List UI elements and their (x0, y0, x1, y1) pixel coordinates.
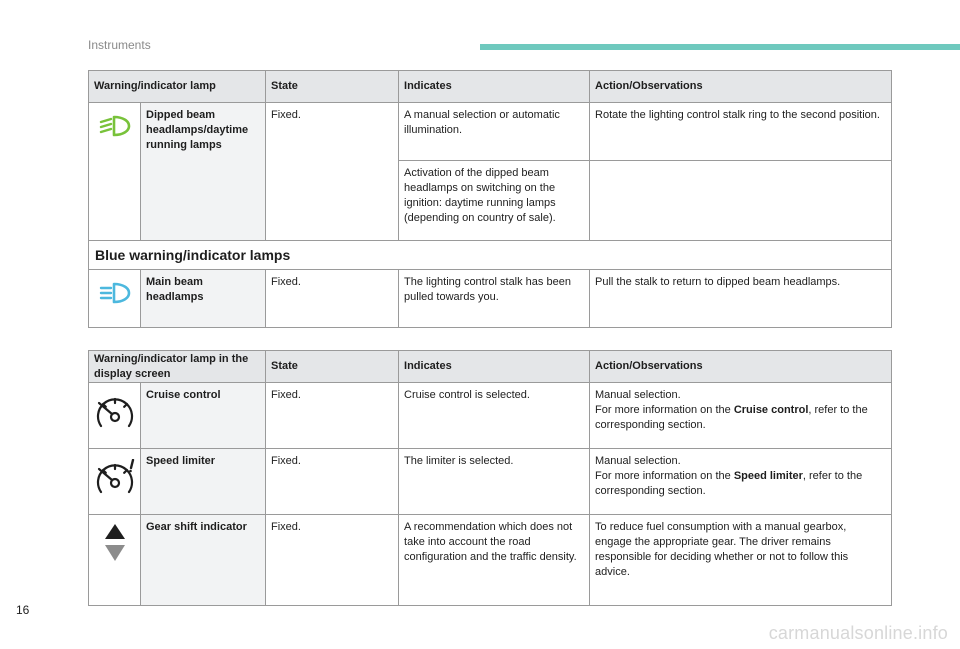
lamp-name: Main beam headlamps (141, 270, 266, 328)
table-row (89, 515, 892, 606)
page-number: 16 (16, 603, 30, 617)
main-beam-icon (98, 280, 132, 311)
state-cell: Fixed. (266, 449, 399, 515)
speedometer-icon (93, 393, 137, 438)
lamp-name: Cruise control (141, 383, 266, 449)
icon-cell (89, 103, 141, 241)
section-title: Instruments (88, 38, 151, 52)
table-row (89, 270, 892, 328)
blue-lamps-heading: Blue warning/indicator lamps (89, 241, 892, 270)
icon-cell (89, 449, 141, 515)
table-header-row (89, 71, 892, 103)
header-state: State (266, 351, 399, 383)
action-bold: Speed limiter (733, 470, 803, 482)
state-cell: Fixed. (266, 103, 399, 241)
table-header-row (89, 351, 892, 383)
action-cell (590, 161, 892, 241)
table-row (89, 383, 892, 449)
lights-table (88, 70, 892, 328)
state-cell: Fixed. (266, 270, 399, 328)
table-row (89, 103, 892, 161)
action-text: For more information on the (595, 404, 734, 416)
indicates-cell: Activation of the dipped beam headlamps on switching on the ignition: daytime running lamps (depending on country of sale). (399, 161, 590, 241)
header-action: Action/Observations (590, 71, 892, 103)
action-cell: To reduce fuel consumption with a manual gearbox, engage the appropriate gear. The driver remains responsible for deciding whether or not to follow this advice. (590, 515, 892, 606)
action-line: Manual selection. (595, 389, 681, 401)
lamp-name: Gear shift indicator (141, 515, 266, 606)
icon-cell (89, 383, 141, 449)
header-action: Action/Observations (590, 351, 892, 383)
action-bold: Cruise control (733, 404, 809, 416)
indicates-cell: The lighting control stalk has been pulled towards you. (399, 270, 590, 328)
lamp-name: Speed limiter (141, 449, 266, 515)
action-text: , refer to the corresponding section. (595, 404, 868, 431)
display-screen-table (88, 350, 892, 606)
header-indicates: Indicates (399, 351, 590, 383)
state-cell: Fixed. (266, 515, 399, 606)
lamp-name: Dipped beam headlamps/daytime running lamps (141, 103, 266, 241)
section-heading-row (89, 241, 892, 270)
dipped-beam-icon (98, 113, 132, 144)
watermark: carmanualsonline.info (768, 623, 948, 643)
action-text: For more information on the (595, 470, 734, 482)
header-indicates: Indicates (399, 71, 590, 103)
header-lamp: Warning/indicator lamp in the display screen (89, 351, 266, 383)
gear-shift-arrows-icon (103, 523, 127, 568)
action-cell: Rotate the lighting control stalk ring to the second position. (590, 103, 892, 161)
header-state: State (266, 71, 399, 103)
action-cell (590, 449, 892, 515)
indicates-cell: A recommendation which does not take into account the road configuration and the traffic density. (399, 515, 590, 606)
action-cell (590, 383, 892, 449)
icon-cell (89, 270, 141, 328)
header-lamp: Warning/indicator lamp (89, 71, 266, 103)
table-row (89, 449, 892, 515)
indicates-cell: The limiter is selected. (399, 449, 590, 515)
action-cell: Pull the stalk to return to dipped beam headlamps. (590, 270, 892, 328)
state-cell: Fixed. (266, 383, 399, 449)
action-text: , refer to the corresponding section. (595, 470, 863, 497)
indicates-cell: Cruise control is selected. (399, 383, 590, 449)
speed-limiter-icon (93, 459, 137, 504)
section-accent-bar (480, 44, 960, 50)
action-line: Manual selection. (595, 455, 681, 467)
indicates-cell: A manual selection or automatic illumination. (399, 103, 590, 161)
icon-cell (89, 515, 141, 606)
